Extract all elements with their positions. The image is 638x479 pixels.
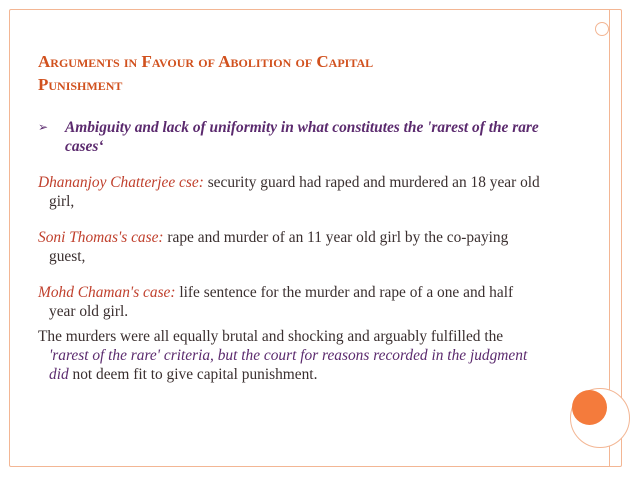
case-name-3: Mohd Chaman's case: <box>38 284 176 301</box>
case-text-2: rape and murder of an 11 year old girl by the co-paying guest, <box>49 229 509 265</box>
case-paragraph-1 <box>38 173 543 211</box>
slide-content <box>38 118 543 384</box>
case-name-1: Dhananjoy Chatterjee cse: <box>38 174 204 191</box>
decorative-orange-circle <box>572 390 607 425</box>
title-line-2: Punishment <box>38 75 123 94</box>
case-paragraph-3 <box>38 283 543 321</box>
conclusion-part-2: not deem fit to give capital punishment. <box>68 366 318 383</box>
decorative-small-circle <box>595 22 609 36</box>
case-name-2: Soni Thomas's case: <box>38 229 164 246</box>
conclusion-italic: 'rarest of the rare' criteria, but the court for reasons recorded in the judgment did <box>49 347 528 383</box>
conclusion-part-1: The murders were all equally brutal and shocking and arguably fulfilled the <box>38 328 504 345</box>
case-text-1: security guard had raped and murdered an 18 year old girl, <box>49 174 540 210</box>
case-text-3: life sentence for the murder and rape of a one and half year old girl. <box>49 284 514 320</box>
slide-title <box>38 50 578 96</box>
conclusion-paragraph <box>38 327 543 384</box>
case-paragraph-2 <box>38 228 543 266</box>
arrow-right-icon: ➢ <box>38 120 49 134</box>
bullet-item <box>38 118 543 156</box>
bullet-text: Ambiguity and lack of uniformity in what constitutes the 'rarest of the rare cases‘ <box>65 119 539 155</box>
title-line-1: Arguments in Favour of Abolition of Capital <box>38 52 374 71</box>
